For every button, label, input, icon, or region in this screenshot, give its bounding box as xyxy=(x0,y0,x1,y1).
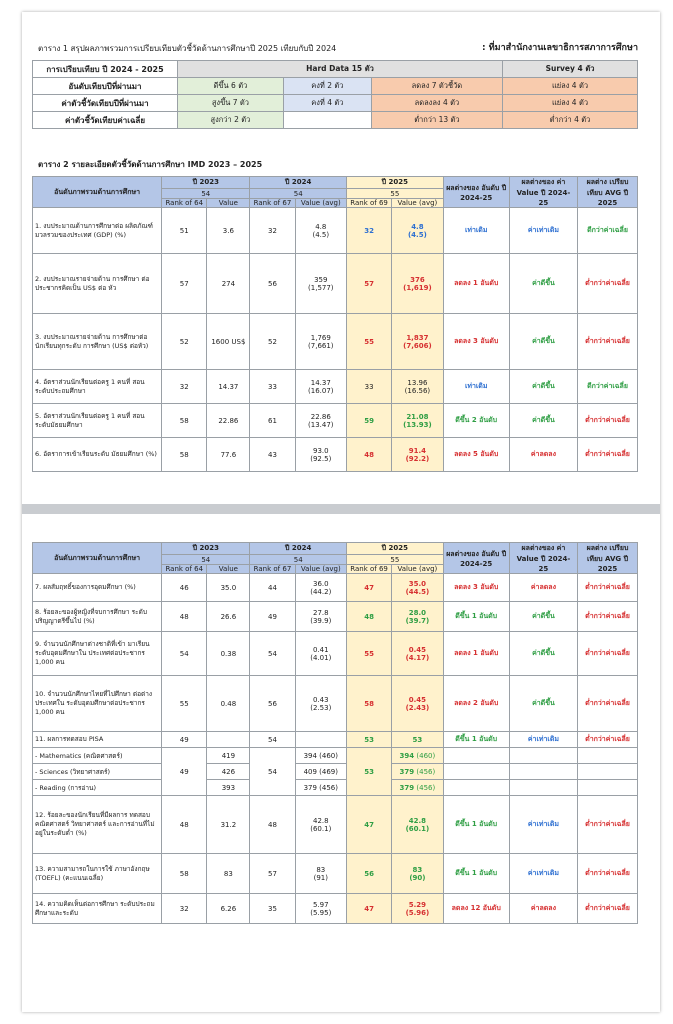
value-2024: 83 xyxy=(316,865,326,874)
value-2025: 35.0 xyxy=(408,579,427,588)
summary-table xyxy=(32,60,638,129)
rank-2025: 55 xyxy=(347,632,392,676)
t1-row-label: ค่าตัวชี้วัดเทียบค่าเฉลี่ย xyxy=(33,112,178,129)
t1-cell: สูงกว่า 2 ตัว xyxy=(178,112,284,129)
diff-avg: ต่ำกว่าค่าเฉลี่ย xyxy=(578,602,638,632)
head-value: Value xyxy=(207,564,250,573)
table1-title: ตาราง 1 สรุปผลภาพรวมการเปรียบเทียบตัวชี้วัดด้านการศึกษาปี 2025 เทียบกับปี 2024 xyxy=(38,44,337,53)
value-2023: 1600 US$ xyxy=(207,314,250,370)
avg-2025: (60.1) xyxy=(405,824,430,833)
diff-value: ค่าดีขึ้น xyxy=(509,632,577,676)
diff-rank: ดีขึ้น 2 อันดับ xyxy=(443,404,509,438)
value-2024: 0.43 xyxy=(312,695,329,704)
rank-2023: 58 xyxy=(162,854,207,894)
head-rank-2025: 55 xyxy=(347,189,444,198)
t1-header-hard: Hard Data 15 ตัว xyxy=(178,61,503,78)
pisa-subject: - Mathematics (คณิตศาสตร์) xyxy=(33,748,162,764)
diff-avg: ต่ำกว่าค่าเฉลี่ย xyxy=(578,632,638,676)
table2-title: ตาราง 2 รายละเอียดตัวชี้วัดด้านการศึกษา IMD 2023 – 2025 xyxy=(38,160,263,169)
value-2023: 0.38 xyxy=(207,632,250,676)
avg-2025: (44.5) xyxy=(405,587,430,596)
value-2024: 42.8 xyxy=(312,816,329,825)
rank-2023: 32 xyxy=(162,894,207,924)
value-2024: 36.0 xyxy=(312,579,329,588)
rank-2023: 48 xyxy=(162,602,207,632)
value-2025: 1,837 xyxy=(406,333,429,342)
rank-2025: 55 xyxy=(347,314,392,370)
source-note: : ที่มาสำนักงานเลขาธิการสภาการศึกษา xyxy=(482,43,638,53)
diff-rank: ลดลง 1 อันดับ xyxy=(443,254,509,314)
diff-rank: ลดลง 3 อันดับ xyxy=(443,574,509,602)
indicator-name: 8. ร้อยละของผู้หญิงที่จบการศึกษา ระดับปริญญาตรีขึ้นไป (%) xyxy=(33,602,162,632)
t1-cell: แย่ลง 4 ตัว xyxy=(503,78,638,95)
head-diff-value: ผลต่างของ ค่า Value ปี 2024-25 xyxy=(509,177,577,208)
rank-2025: 33 xyxy=(347,370,392,404)
value-2024: 359 xyxy=(314,275,328,284)
diff-value: ค่าเท่าเดิม xyxy=(509,854,577,894)
rank-2024: 61 xyxy=(250,404,295,438)
value-2023: 14.37 xyxy=(207,370,250,404)
diff-rank: เท่าเดิม xyxy=(443,208,509,254)
avg-2025: (16.56) xyxy=(404,386,431,395)
diff-value: ค่าดีขึ้น xyxy=(509,254,577,314)
rank-2023: 54 xyxy=(162,632,207,676)
indicator-name: 13. ความสามารถในการใช้ ภาษาอังกฤษ (TOEFL) (คะแนนเฉลี่ย) xyxy=(33,854,162,894)
rank-2024: 35 xyxy=(250,894,295,924)
diff-avg: ดีกว่าค่าเฉลี่ย xyxy=(578,208,638,254)
t1-cell: ต่ำกว่า 13 ตัว xyxy=(371,112,502,129)
avg-2024: (4.01) xyxy=(310,653,332,662)
head-rank64: Rank of 64 xyxy=(162,198,207,207)
head-2024: ปี 2024 xyxy=(250,543,347,555)
t1-cell: แย่ลง 4 ตัว xyxy=(503,95,638,112)
avg-2025: (1,619) xyxy=(403,283,432,292)
pisa-value-2025: 394 xyxy=(399,751,415,760)
indicator-name: 2. งบประมาณรายจ่ายด้าน การศึกษา ต่อประชากรคิดเป็น US$ ต่อ หัว xyxy=(33,254,162,314)
rank-2023: 58 xyxy=(162,404,207,438)
value-2024: 27.8 xyxy=(312,608,329,617)
rank-2025: 56 xyxy=(347,854,392,894)
diff-value: ค่าดีขึ้น xyxy=(509,602,577,632)
diff-avg: ต่ำกว่าค่าเฉลี่ย xyxy=(578,438,638,472)
avg-2024: (92.5) xyxy=(310,454,332,463)
value-2024: 14.37 xyxy=(310,378,331,387)
diff-rank: เท่าเดิม xyxy=(443,370,509,404)
value-2025: 53 xyxy=(392,732,443,748)
t1-cell: ดีขึ้น 6 ตัว xyxy=(178,78,284,95)
rank-2023: 58 xyxy=(162,438,207,472)
diff-avg: ต่ำกว่าค่าเฉลี่ย xyxy=(578,676,638,732)
rank-2025: 48 xyxy=(347,602,392,632)
value-2025: 21.08 xyxy=(406,412,429,421)
t1-cell: ต่ำกว่า 4 ตัว xyxy=(503,112,638,129)
indicator-name: 10. จำนวนนักศึกษาไทยที่ไปศึกษา ต่อต่างประเทศใน ระดับอุดมศึกษาต่อประชากร 1,000 คน xyxy=(33,676,162,732)
head-diff-rank: ผลต่างของ อันดับ ปี 2024-25 xyxy=(443,177,509,208)
diff-value: ค่าเท่าเดิม xyxy=(509,796,577,854)
value-2024: 1,769 xyxy=(310,333,331,342)
rank-2024: 44 xyxy=(250,574,295,602)
head-diff-rank: ผลต่างของ อันดับ ปี 2024-25 xyxy=(443,543,509,574)
rank-2024: 48 xyxy=(250,796,295,854)
value-2023: 6.26 xyxy=(207,894,250,924)
head-value-avg: Value (avg) xyxy=(295,198,346,207)
pisa-rank-2025: 53 xyxy=(347,748,392,796)
page-separator xyxy=(22,504,660,514)
indicator-name: 3. งบประมาณรายจ่ายด้าน การศึกษาต่อนักเรียนทุกระดับ การศึกษา (US$ ต่อหัว) xyxy=(33,314,162,370)
value-2025: 0.45 xyxy=(408,695,427,704)
value-2025: 5.29 xyxy=(408,900,427,909)
value-2025: 91.4 xyxy=(408,446,427,455)
value-2023: 83 xyxy=(207,854,250,894)
avg-2024: (39.9) xyxy=(310,616,332,625)
avg-2024: (5.95) xyxy=(310,908,332,917)
diff-avg: ดีกว่าค่าเฉลี่ย xyxy=(578,370,638,404)
t1-cell: สูงขึ้น 7 ตัว xyxy=(178,95,284,112)
pisa-value-2025: 379 xyxy=(399,767,415,776)
indicator-name: 14. ความคิดเห็นต่อการศึกษา ระดับประถมศึกษาและระดับ xyxy=(33,894,162,924)
rank-2024: 49 xyxy=(250,602,295,632)
value-2025: 42.8 xyxy=(408,816,427,825)
diff-value: ค่าเท่าเดิม xyxy=(509,208,577,254)
head-rank64: Rank of 64 xyxy=(162,564,207,573)
avg-2025: (7,606) xyxy=(403,341,432,350)
rank-2025: 53 xyxy=(347,732,392,748)
pisa-subject: - Reading (การอ่าน) xyxy=(33,780,162,796)
pisa-avg-2025: (460) xyxy=(416,751,436,760)
avg-2025: (2.43) xyxy=(405,703,430,712)
value-2025: 0.45 xyxy=(408,645,427,654)
pisa-avg-2025: (456) xyxy=(416,783,436,792)
t1-header-survey: Survey 4 ตัว xyxy=(503,61,638,78)
value-2023: 3.6 xyxy=(207,208,250,254)
rank-2024: 32 xyxy=(250,208,295,254)
diff-value: ค่าดีขึ้น xyxy=(509,314,577,370)
diff-value: ค่าดีขึ้น xyxy=(509,676,577,732)
diff-rank: ลดลง 1 อันดับ xyxy=(443,632,509,676)
value-2025: 83 xyxy=(412,865,423,874)
diff-avg: ต่ำกว่าค่าเฉลี่ย xyxy=(578,854,638,894)
value-2023: 77.6 xyxy=(207,438,250,472)
head-rank-2024: 54 xyxy=(250,189,347,198)
head-2024: ปี 2024 xyxy=(250,177,347,189)
indicator-name: 6. อัตราการเข้าเรียนระดับ มัธยมศึกษา (%) xyxy=(33,438,162,472)
diff-avg: ต่ำกว่าค่าเฉลี่ย xyxy=(578,732,638,748)
diff-value: ค่าลดลง xyxy=(509,574,577,602)
pisa-value-2024: 394 (460) xyxy=(295,748,346,764)
rank-2024: 54 xyxy=(250,732,295,748)
value-2023: 0.48 xyxy=(207,676,250,732)
diff-value: ค่าลดลง xyxy=(509,894,577,924)
head-rank67: Rank of 67 xyxy=(250,198,295,207)
rank-2023: 48 xyxy=(162,796,207,854)
avg-2024: (91) xyxy=(313,873,328,882)
pisa-rank-2024: 54 xyxy=(250,748,295,796)
avg-2024: (13.47) xyxy=(308,420,334,429)
avg-2024: (4.5) xyxy=(312,230,330,239)
detail-table-b xyxy=(32,542,638,924)
avg-2024: (60.1) xyxy=(310,824,332,833)
t1-cell xyxy=(283,112,371,129)
pisa-value-2024: 379 (456) xyxy=(295,780,346,796)
value-2025: 13.96 xyxy=(407,378,428,387)
avg-2025: (4.5) xyxy=(407,230,427,239)
rank-2024: 43 xyxy=(250,438,295,472)
rank-2023: 46 xyxy=(162,574,207,602)
pisa-value-2024: 409 (469) xyxy=(295,764,346,780)
head-indicator: อันดับภาพรวมด้านการศึกษา xyxy=(33,177,162,208)
value-2024: 4.8 xyxy=(315,222,327,231)
diff-value: ค่าดีขึ้น xyxy=(509,370,577,404)
head-2023: ปี 2023 xyxy=(162,177,250,189)
head-diff-avg: ผลต่าง เปรียบเทียบ AVG ปี 2025 xyxy=(578,177,638,208)
diff-rank: ลดลง 2 อันดับ xyxy=(443,676,509,732)
rank-2023: 55 xyxy=(162,676,207,732)
avg-2025: (4.17) xyxy=(405,653,430,662)
value-2023: 274 xyxy=(207,254,250,314)
avg-2024: (2.53) xyxy=(310,703,332,712)
avg-2025: (92.2) xyxy=(405,454,430,463)
diff-avg: ต่ำกว่าค่าเฉลี่ย xyxy=(578,404,638,438)
value-2024: 22.86 xyxy=(310,412,331,421)
rank-2025: 47 xyxy=(347,574,392,602)
rank-2025: 47 xyxy=(347,796,392,854)
rank-2025: 32 xyxy=(347,208,392,254)
head-rank67: Rank of 67 xyxy=(250,564,295,573)
value-2023: 31.2 xyxy=(207,796,250,854)
diff-value: ค่าดีขึ้น xyxy=(509,404,577,438)
pisa-value-2023: 426 xyxy=(207,764,250,780)
head-value-avg-2025: Value (avg) xyxy=(392,564,443,573)
t1-cell: คงที่ 4 ตัว xyxy=(283,95,371,112)
t1-cell: ลดลงลง 4 ตัว xyxy=(371,95,502,112)
value-2025: 376 xyxy=(410,275,425,284)
head-indicator: อันดับภาพรวมด้านการศึกษา xyxy=(33,543,162,574)
diff-rank: ดีขึ้น 1 อันดับ xyxy=(443,796,509,854)
rank-2023: 51 xyxy=(162,208,207,254)
avg-2024: (44.2) xyxy=(310,587,332,596)
value-2023: 26.6 xyxy=(207,602,250,632)
indicator-name: 9. จำนวนนักศึกษาต่างชาติที่เข้า มาเรียนระดับอุดมศึกษาใน ประเทศต่อประชากร 1,000 คน xyxy=(33,632,162,676)
diff-rank: ดีขึ้น 1 อันดับ xyxy=(443,602,509,632)
value-2024: 0.41 xyxy=(312,645,329,654)
diff-avg: ต่ำกว่าค่าเฉลี่ย xyxy=(578,796,638,854)
head-rank-2023: 54 xyxy=(162,189,250,198)
rank-2025: 58 xyxy=(347,676,392,732)
diff-rank: ดีขึ้น 1 อันดับ xyxy=(443,854,509,894)
head-diff-avg: ผลต่าง เปรียบเทียบ AVG ปี 2025 xyxy=(578,543,638,574)
detail-table-a xyxy=(32,176,638,472)
rank-2024: 56 xyxy=(250,254,295,314)
indicator-name: 7. ผลสัมฤทธิ์ของการอุดมศึกษา (%) xyxy=(33,574,162,602)
rank-2025: 48 xyxy=(347,438,392,472)
diff-value: ค่าลดลง xyxy=(509,438,577,472)
value-2024: 93.0 xyxy=(312,446,329,455)
rank-2024: 56 xyxy=(250,676,295,732)
diff-rank: ลดลง 5 อันดับ xyxy=(443,438,509,472)
t1-header-compare: การเปรียบเทียบ ปี 2024 - 2025 xyxy=(33,61,178,78)
avg-2025: (5.96) xyxy=(405,908,430,917)
diff-avg: ต่ำกว่าค่าเฉลี่ย xyxy=(578,314,638,370)
pisa-value-2023: 419 xyxy=(207,748,250,764)
pisa-value-2023: 393 xyxy=(207,780,250,796)
pisa-rank-2023: 49 xyxy=(162,748,207,796)
diff-rank: ลดลง 12 อันดับ xyxy=(443,894,509,924)
rank-2023: 32 xyxy=(162,370,207,404)
rank-2025: 47 xyxy=(347,894,392,924)
value-2023: 22.86 xyxy=(207,404,250,438)
head-value: Value xyxy=(207,198,250,207)
head-rank69: Rank of 69 xyxy=(347,198,392,207)
diff-avg: ต่ำกว่าค่าเฉลี่ย xyxy=(578,894,638,924)
head-rank69: Rank of 69 xyxy=(347,564,392,573)
avg-2025: (13.93) xyxy=(403,420,432,429)
t1-row-label: อันดับเทียบปีที่ผ่านมา xyxy=(33,78,178,95)
table1-header xyxy=(38,42,638,55)
indicator-name: 5. อัตราส่วนนักเรียนต่อครู 1 คนที่ สอนระดับมัธยมศึกษา xyxy=(33,404,162,438)
pisa-subject: - Sciences (วิทยาศาสตร์) xyxy=(33,764,162,780)
t1-row-label: ค่าตัวชี้วัดเทียบปีที่ผ่านมา xyxy=(33,95,178,112)
rank-2024: 33 xyxy=(250,370,295,404)
pisa-value-2025: 379 xyxy=(399,783,415,792)
head-2025: ปี 2025 xyxy=(347,177,444,189)
indicator-name: 4. อัตราส่วนนักเรียนต่อครู 1 คนที่ สอนระดับประถมศึกษา xyxy=(33,370,162,404)
diff-rank: ลดลง 3 อันดับ xyxy=(443,314,509,370)
diff-value: ค่าเท่าเดิม xyxy=(509,732,577,748)
head-2023: ปี 2023 xyxy=(162,543,250,555)
value-2025: 28.0 xyxy=(408,608,427,617)
rank-2025: 59 xyxy=(347,404,392,438)
head-2025: ปี 2025 xyxy=(347,543,444,555)
pisa-avg-2025: (456) xyxy=(416,767,436,776)
rank-2023: 52 xyxy=(162,314,207,370)
diff-avg: ต่ำกว่าค่าเฉลี่ย xyxy=(578,574,638,602)
diff-avg: ต่ำกว่าค่าเฉลี่ย xyxy=(578,254,638,314)
value-2023: 35.0 xyxy=(207,574,250,602)
diff-rank: ดีขึ้น 1 อันดับ xyxy=(443,732,509,748)
value-2024: 5.97 xyxy=(312,900,329,909)
head-diff-value: ผลต่างของ ค่า Value ปี 2024-25 xyxy=(509,543,577,574)
avg-2024: (7,661) xyxy=(308,341,334,350)
rank-2024: 57 xyxy=(250,854,295,894)
rank-2025: 57 xyxy=(347,254,392,314)
t1-cell: ลดลง 7 ตัวชี้วัด xyxy=(371,78,502,95)
indicator-name: 1. งบประมาณด้านการศึกษาต่อ ผลิตภัณฑ์มวลรวมของประเทศ (GDP) (%) xyxy=(33,208,162,254)
avg-2025: (90) xyxy=(409,873,426,882)
rank-2023: 49 xyxy=(162,732,207,748)
head-rank-2023: 54 xyxy=(162,555,250,564)
rank-2024: 52 xyxy=(250,314,295,370)
indicator-name: 12. ร้อยละของนักเรียนที่มีผลการ ทดสอบคณิตศาสตร์ วิทยาศาสตร์ และการอ่านที่ไม่ อยู่ในระดับต่ำ (%) xyxy=(33,796,162,854)
rank-2024: 54 xyxy=(250,632,295,676)
head-rank-2025: 55 xyxy=(347,555,444,564)
indicator-name: 11. ผลการทดสอบ PISA xyxy=(33,732,162,748)
value-2025: 4.8 xyxy=(411,222,424,231)
head-value-avg: Value (avg) xyxy=(295,564,346,573)
avg-2024: (16.07) xyxy=(308,386,334,395)
avg-2024: (1,577) xyxy=(308,283,334,292)
rank-2023: 57 xyxy=(162,254,207,314)
head-value-avg-2025: Value (avg) xyxy=(392,198,443,207)
avg-2025: (39.7) xyxy=(405,616,430,625)
head-rank-2024: 54 xyxy=(250,555,347,564)
t1-cell: คงที่ 2 ตัว xyxy=(283,78,371,95)
